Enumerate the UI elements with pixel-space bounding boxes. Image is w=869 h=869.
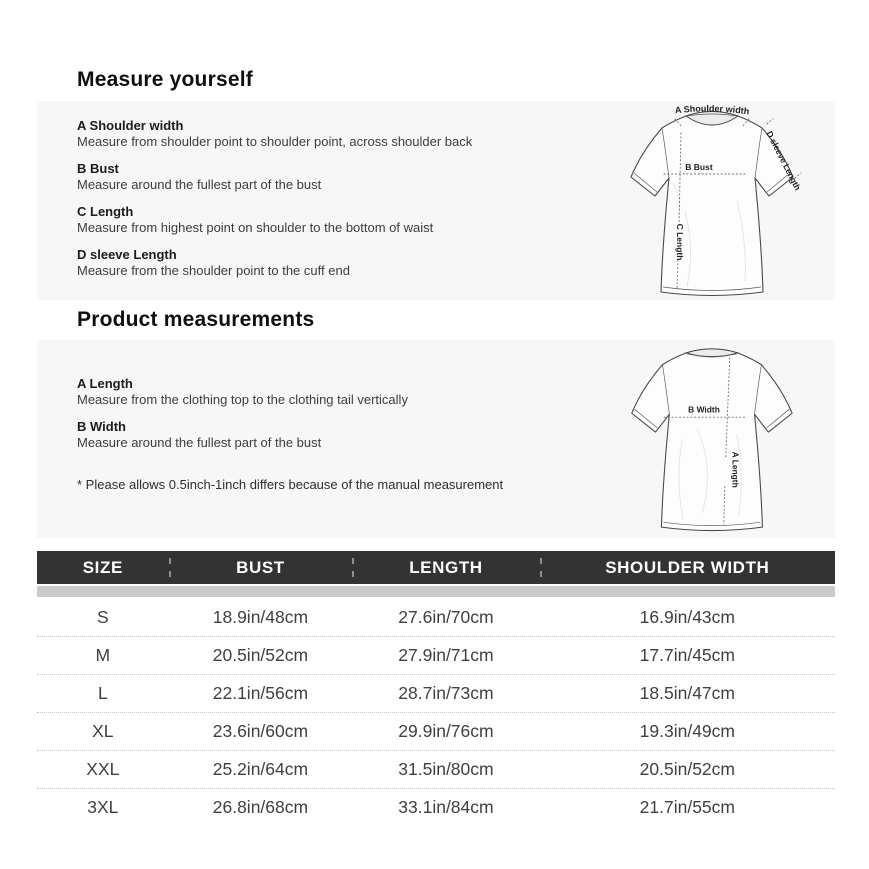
cell-bust: 18.9in/48cm	[212, 607, 309, 627]
cell-shoulder: 21.7in/55cm	[639, 797, 735, 817]
cell-size: S	[96, 607, 109, 627]
term-bust: B Bust	[77, 161, 119, 176]
column-header-size: SIZE	[82, 558, 123, 577]
cell-length: 29.9in/76cm	[398, 721, 494, 741]
cell-bust: 23.6in/60cm	[212, 721, 309, 741]
cell-shoulder: 20.5in/52cm	[639, 759, 735, 779]
term-b-width: B Width	[77, 419, 126, 434]
size-chart-header-row	[37, 551, 835, 584]
term-length: C Length	[77, 204, 134, 219]
table-row	[37, 599, 835, 637]
front-bust-label: B Bust	[685, 162, 713, 172]
cell-bust: 25.2in/64cm	[212, 759, 309, 779]
column-header-length: LENGTH	[352, 551, 540, 584]
cell-size: XL	[92, 721, 114, 741]
cell-shoulder: 16.9in/43cm	[639, 607, 735, 627]
term-bust-desc: Measure around the fullest part of the bust	[77, 177, 322, 192]
cell-shoulder: 19.3in/49cm	[639, 721, 735, 741]
table-row	[37, 637, 835, 675]
tshirt-front-diagram	[587, 101, 822, 300]
measure-yourself-panel	[37, 101, 835, 300]
product-measurements-title: Product measurements	[77, 308, 315, 331]
table-row	[37, 713, 835, 751]
size-chart-table	[37, 551, 835, 826]
term-shoulder-width: A Shoulder width	[77, 118, 184, 133]
product-measurements-terms	[77, 376, 577, 462]
cell-length: 31.5in/80cm	[398, 759, 494, 779]
cell-size: L	[97, 683, 108, 703]
back-length-label: A Length	[730, 451, 741, 488]
cell-length: 33.1in/84cm	[398, 797, 494, 817]
term-length-desc: Measure from highest point on shoulder to the bottom of waist	[77, 220, 434, 235]
term-sleeve-length-desc: Measure from the shoulder point to the cuff end	[77, 263, 350, 278]
size-chart-body	[37, 599, 835, 826]
front-shoulder-label: A Shoulder width	[674, 103, 750, 117]
measurement-tolerance-note: * Please allows 0.5inch-1inch differs because of the manual measurement	[77, 477, 504, 492]
cell-bust: 20.5in/52cm	[212, 645, 309, 665]
sleeve-tick-top	[767, 119, 773, 124]
cell-length: 27.6in/70cm	[398, 607, 494, 627]
term-b-width-desc: Measure around the fullest part of the bust	[77, 435, 322, 450]
front-length-label: C Length	[674, 223, 685, 261]
term-a-length-desc: Measure from the clothing top to the clothing tail vertically	[77, 392, 408, 407]
cell-shoulder: 18.5in/47cm	[639, 683, 735, 703]
cell-bust: 26.8in/68cm	[212, 797, 309, 817]
table-row	[37, 751, 835, 789]
cell-size: M	[95, 645, 111, 665]
table-header-divider	[37, 586, 835, 597]
front-sleeve-label: D sleeve Length	[764, 129, 803, 192]
table-row	[37, 789, 835, 826]
term-shoulder-width-desc: Measure from shoulder point to shoulder point, across shoulder back	[77, 134, 473, 149]
cell-size: 3XL	[87, 797, 119, 817]
measure-yourself-title: Measure yourself	[77, 68, 253, 91]
tshirt-back-diagram	[587, 340, 822, 538]
column-header-bust: BUST	[169, 551, 353, 584]
measure-yourself-terms	[77, 118, 577, 290]
term-sleeve-length: D sleeve Length	[77, 247, 177, 262]
product-measurements-panel	[37, 340, 835, 538]
back-width-label: B Width	[688, 404, 720, 415]
term-a-length: A Length	[77, 376, 133, 391]
column-header-shoulder-width: SHOULDER WIDTH	[540, 551, 835, 584]
cell-bust: 22.1in/56cm	[212, 683, 309, 703]
cell-shoulder: 17.7in/45cm	[639, 645, 735, 665]
cell-size: XXL	[86, 759, 120, 779]
table-row	[37, 675, 835, 713]
cell-length: 27.9in/71cm	[398, 645, 494, 665]
cell-length: 28.7in/73cm	[398, 683, 494, 703]
